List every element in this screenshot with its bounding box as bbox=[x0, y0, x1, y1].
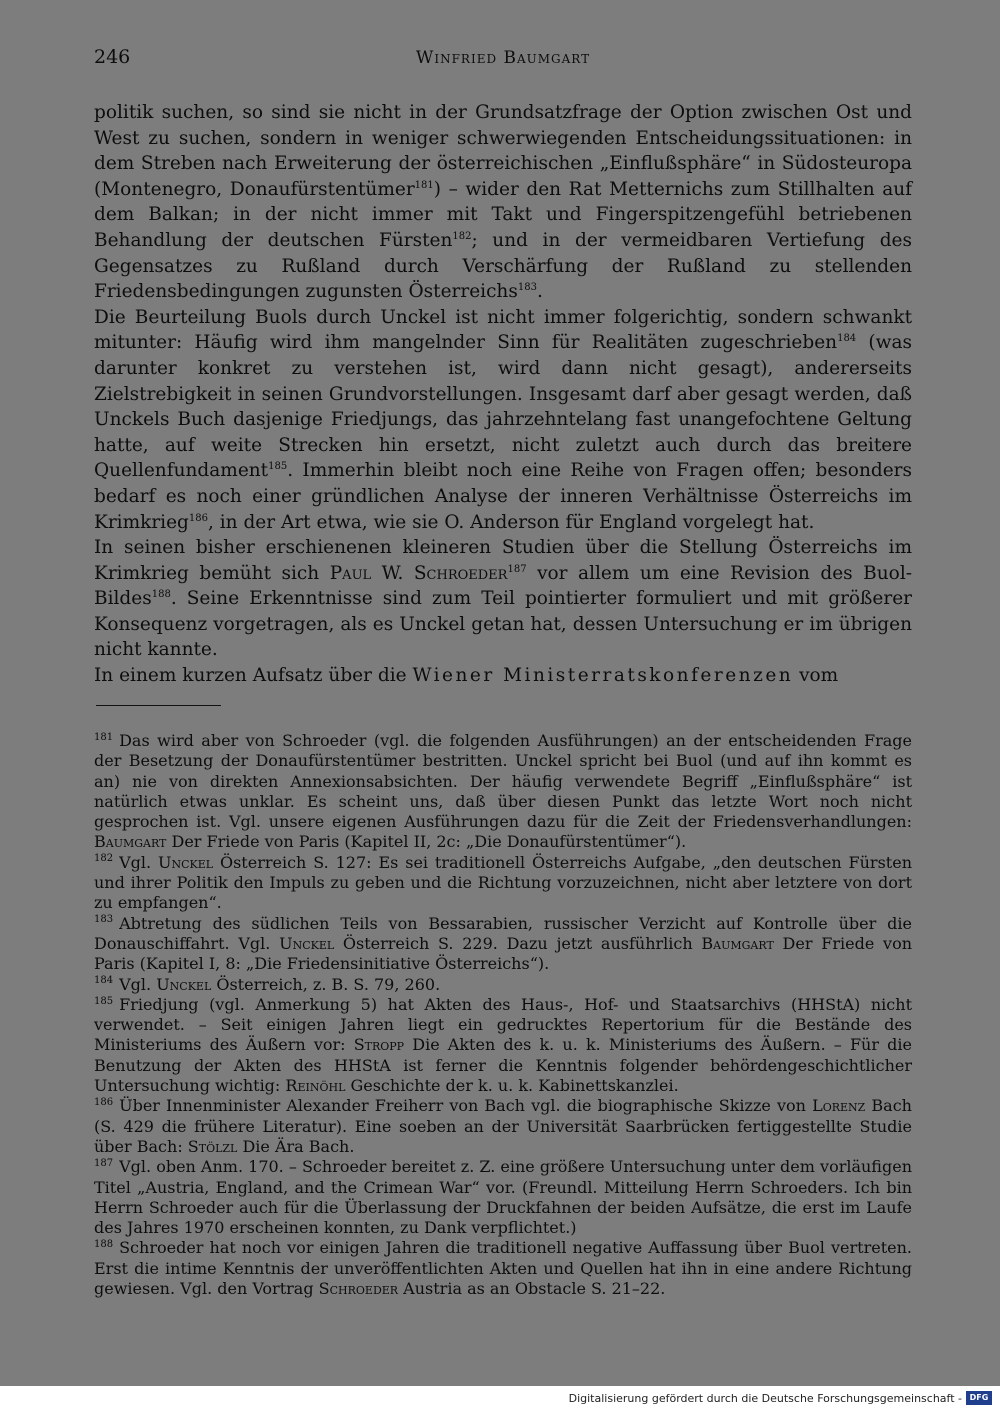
footnote-183 bbox=[94, 914, 912, 975]
author-name: Lorenz bbox=[812, 1096, 866, 1116]
spaced-title: Wiener Ministerratskonferenzen bbox=[412, 665, 794, 687]
footnote-181 bbox=[94, 731, 912, 853]
author-name: Baumgart bbox=[701, 933, 774, 953]
footnote-182 bbox=[94, 853, 912, 914]
footnote-number: 184 bbox=[94, 975, 114, 987]
text-run: Austria as an Obstacle S. 21–22. bbox=[398, 1279, 666, 1299]
footnote-number: 187 bbox=[94, 1157, 114, 1169]
text-run: Vgl. bbox=[119, 852, 158, 872]
paragraph bbox=[94, 663, 912, 689]
author-name: Paul W. Schroeder bbox=[329, 562, 508, 584]
text-run: Abtretung des südlichen Teils von Bessarabien, russischer Verzicht auf Kontrolle über die Donauschiffahrt. Vgl. bbox=[94, 913, 912, 953]
text-run: Vgl. oben Anm. 170. – Schroeder bereitet z. Z. eine größere Untersuchung unter dem vorläufigen Titel „Austria, England, and the Crimean War“ vor. (Freundl. Mitteilung Herrn Schroeders. Ich bin Herrn Schroeder auch für die Überlassung der Druckfahnen der beiden Aufsätze, die erst im Laufe des Jahres 1970 erscheinen konnten, zu Dank verpflichtet.) bbox=[94, 1157, 912, 1238]
page-header bbox=[94, 46, 912, 76]
footnote-185 bbox=[94, 995, 912, 1096]
text-run: vom bbox=[793, 665, 839, 687]
author-name: Schroeder bbox=[318, 1279, 399, 1299]
footnote-187 bbox=[94, 1157, 912, 1238]
paragraph bbox=[94, 535, 912, 663]
text-run: In seinen bisher erschienenen kleineren Studien über die Stellung Österreichs im Krimkrieg bemüht sich bbox=[94, 537, 912, 584]
text-run: . Immerhin bleibt noch eine Reihe von Fragen offen; besonders bedarf es noch einer gründlichen Analyse der inneren Verhältnisse Österreichs im Krimkrieg bbox=[94, 460, 912, 533]
footnote-ref: 188 bbox=[151, 589, 171, 601]
paragraph bbox=[94, 305, 912, 535]
footnote-ref: 186 bbox=[188, 512, 208, 524]
text-run: Der Friede von Paris (Kapitel I, 8: „Die Friedensinitiative Österreichs“). bbox=[94, 933, 913, 974]
footer-bar bbox=[0, 1386, 1000, 1411]
footnote-ref: 187 bbox=[507, 563, 527, 575]
text-run: Bach (S. 429 die frühere Literatur). Eine soeben an der Universität Saarbrücken fertiggestellte Studie über Bach: bbox=[94, 1096, 912, 1156]
footnote-number: 186 bbox=[94, 1097, 114, 1109]
footnote-number: 181 bbox=[94, 731, 114, 743]
text-run: Der Friede von Paris (Kapitel II, 2c: „Die Donaufürstentümer“). bbox=[166, 832, 687, 852]
text-run: Friedjung (vgl. Anmerkung 5) hat Akten des Haus-, Hof- und Staatsarchivs (HHStA) nicht verwendet. – Seit einigen Jahren liegt ein gedrucktes Repertorium für die Bestände des Ministeriums des Äußern vor: bbox=[94, 994, 912, 1055]
footnote-ref: 183 bbox=[517, 282, 537, 293]
text-run: vor allem um eine Revision des Buol-Bildes bbox=[94, 562, 912, 610]
author-name: Stropp bbox=[353, 1035, 405, 1055]
author-name: Reinöhl bbox=[285, 1076, 346, 1096]
text-run: Das wird aber von Schroeder (vgl. die folgenden Ausführungen) an der entscheidenden Frage der Besetzung der Donaufürstentümer bestritten. Unckel spricht bei Buol (und auf ihn kommt es an) nie von direkten Annexionsabsichten. Der häufig verwendete Begriff „Einflußsphäre“ ist natürlich etwas unklar. Es scheint uns, daß über diesen Punkt das letzte Wort noch nicht gesprochen ist. Vgl. unsere eigenen Ausführungen dazu für die Zeit der Friedensverhandlungen: bbox=[94, 731, 912, 832]
text-run: In einem kurzen Aufsatz über die bbox=[94, 665, 413, 687]
footnote-number: 185 bbox=[94, 995, 114, 1007]
text-run: Österreich, z. B. S. 79, 260. bbox=[211, 974, 441, 994]
text-run: Geschichte der k. u. k. Kabinettskanzlei. bbox=[345, 1076, 679, 1096]
funding-credit: Digitalisierung gefördert durch die Deutsche Forschungsgemeinschaft - bbox=[568, 1392, 962, 1405]
footnote-ref: 182 bbox=[452, 230, 472, 242]
footnote-188 bbox=[94, 1238, 912, 1299]
author-name: Unckel bbox=[156, 974, 212, 994]
running-head: Winfried Baumgart bbox=[415, 48, 591, 68]
text-run: . Seine Erkenntnisse sind zum Teil pointierter formuliert und mit größerer Konsequenz vorgetragen, als es Unckel getan hat, dessen Untersuchung er im übrigen nicht kannte. bbox=[94, 588, 912, 661]
text-run: (was darunter konkret zu verstehen ist, wird dann nicht gesagt), andererseits Zielstrebigkeit in seinen Grundvorstellungen. Insgesamt darf aber gesagt werden, daß Unckels Buch dasjenige Friedjungs, das jahrzehntelang fast unangefochtene Geltung hatte, auf weite Strecken hin ersetzt, nicht zuletzt auch durch das breitere Quellenfundament bbox=[94, 332, 912, 482]
author-name: Baumgart bbox=[94, 832, 167, 852]
author-name: Unckel bbox=[158, 852, 214, 872]
footnote-ref: 185 bbox=[268, 461, 288, 473]
footnote-number: 188 bbox=[94, 1239, 114, 1251]
text-run: . bbox=[536, 281, 543, 303]
paragraph bbox=[94, 100, 912, 305]
text-run: ; und in der vermeidbaren Vertiefung des Gegensatzes zu Rußland durch Verschärfung der Rußland zu stellenden Friedensbedingungen zugunsten Österreichs bbox=[94, 229, 912, 303]
footnote-separator bbox=[96, 705, 221, 706]
footnote-number: 183 bbox=[94, 914, 114, 926]
footnote-184 bbox=[94, 975, 912, 995]
footnote-ref: 184 bbox=[837, 333, 857, 345]
text-run: , in der Art etwa, wie sie O. Anderson für England vorgelegt hat. bbox=[207, 511, 815, 533]
page-number: 246 bbox=[94, 46, 131, 68]
text-run: Über Innenminister Alexander Freiherr von Bach vgl. die biographische Skizze von bbox=[119, 1096, 813, 1116]
text-run: ) – wider den Rat Metternichs zum Stillhalten auf dem Balkan; in der nicht immer mit Takt und Fingerspitzengefühl betriebenen Behandlung der deutschen Fürsten bbox=[94, 178, 912, 251]
footnote-ref: 181 bbox=[414, 179, 434, 191]
author-name: Unckel bbox=[279, 933, 335, 953]
text-run: Die Akten des k. u. k. Ministeriums des Äußern. – Für die Benutzung der Akten des HHStA ist ferner die Kenntnis folgender behördengeschichtlicher Untersuchung wichtig: bbox=[94, 1035, 912, 1096]
author-name: Stölzl bbox=[187, 1136, 238, 1156]
text-run: politik suchen, so sind sie nicht in der Grundsatzfrage der Option zwischen Ost und West zu suchen, sondern in weniger schwerwiegenden Entscheidungssituationen: in dem Streben nach Erweiterung der österreichischen „Einflußsphäre“ in Südosteuropa (Montenegro, Donaufürstentümer bbox=[94, 102, 912, 200]
footnote-number: 182 bbox=[94, 853, 114, 865]
text-run: Österreich S. 229. Dazu jetzt ausführlich bbox=[334, 933, 702, 953]
footnote-186 bbox=[94, 1096, 912, 1157]
dfg-logo: DFG bbox=[966, 1391, 992, 1405]
text-run: Österreich S. 127: Es sei traditionell Österreichs Aufgabe, „den deutschen Fürsten und ihrer Politik den Impuls zu geben und die Richtung vorzuzeichnen, nicht aber letztere von dort zu empfangen“. bbox=[94, 852, 912, 913]
text-run: Vgl. bbox=[119, 974, 157, 994]
footnotes bbox=[94, 731, 912, 1299]
main-text bbox=[94, 100, 912, 689]
text-run: Die Ära Bach. bbox=[237, 1136, 355, 1156]
text-run: Die Beurteilung Buols durch Unckel ist nicht immer folgerichtig, sondern schwankt mitunter: Häufig wird ihm mangelnder Sinn für Realitäten zugeschrieben bbox=[94, 306, 912, 354]
text-run: Schroeder hat noch vor einigen Jahren die traditionell negative Auffassung über Buol vertreten. Erst die intime Kenntnis der unveröffentlichten Akten und Quellen hat ihn in eine andere Richtung gewiesen. Vgl. den Vortrag bbox=[94, 1238, 912, 1299]
